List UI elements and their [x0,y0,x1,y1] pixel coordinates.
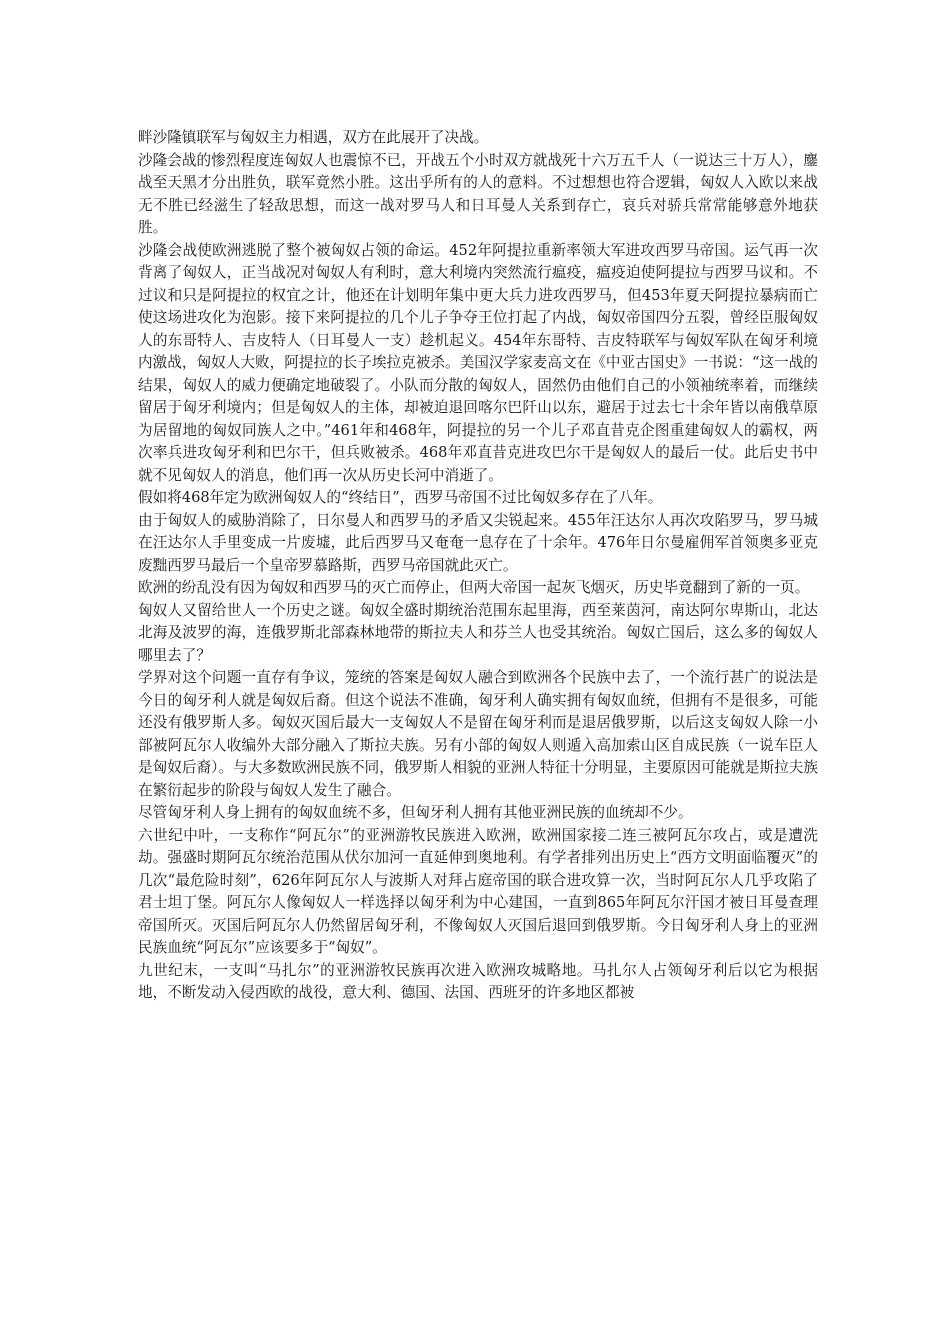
paragraph: 假如将468年定为欧洲匈奴人的“终结日”，西罗马帝国不过比匈奴多存在了八年。 [138,489,663,506]
paragraph: 沙隆会战的惨烈程度连匈奴人也震惊不已，开战五个小时双方就战死十六万五千人（一说达三十万人），鏖战至天黑才分出胜负，联军竟然小胜。这出乎所有的人的意料。不过想想也符合逻辑，匈奴人入欧以来战无不胜已经滋生了轻敌思想，而这一战对罗马人和日耳曼人关系到存亡，哀兵对骄兵常常能够意外地获胜。 [138,151,818,236]
paragraph: 九世纪末，一支叫“马扎尔”的亚洲游牧民族再次进入欧洲攻城略地。马扎尔人占领匈牙利后以它为根据地，不断发动入侵西欧的战役，意大利、德国、法国、西班牙的许多地区都被 [138,961,818,1001]
paragraph: 学界对这个问题一直存有争议，笼统的答案是匈奴人融合到欧洲各个民族中去了，一个流行甚广的说法是今日的匈牙利人就是匈奴后裔。但这个说法不准确，匈牙利人确实拥有匈奴血统，但拥有不是很多，可能还没有俄罗斯人多。匈奴灭国后最大一支匈奴人不是留在匈牙利而是退居俄罗斯，以后这支匈奴人除一小部被阿瓦尔人收编外大部分融入了斯拉夫族。另有小部的匈奴人则遁入高加索山区自成民族（一说车臣人是匈奴后裔）。与大多数欧洲民族不同，俄罗斯人相貌的亚洲人特征十分明显，主要原因可能就是斯拉夫族在繁衍起步的阶段与匈奴人发生了融合。 [138,669,818,799]
paragraph: 畔沙隆镇联军与匈奴主力相遇，双方在此展开了决战。 [138,129,489,146]
paragraph: 六世纪中叶，一支称作“阿瓦尔”的亚洲游牧民族进入欧洲，欧洲国家接二连三被阿瓦尔攻占，或是遭洗劫。强盛时期阿瓦尔统治范围从伏尔加河一直延伸到奥地利。有学者排列出历史上“西方文明面临覆灭”的几次“最危险时刻”，626年阿瓦尔人与波斯人对拜占庭帝国的联合进攻算一次，当时阿瓦尔人几乎攻陷了君士坦丁堡。阿瓦尔人像匈奴人一样选择以匈牙利为中心建国，一直到865年阿瓦尔汗国才被日耳曼查理帝国所灭。灭国后阿瓦尔人仍然留居匈牙利，不像匈奴人灭国后退回到俄罗斯。今日匈牙利人身上的亚洲民族血统“阿瓦尔”应该要多于“匈奴”。 [138,826,818,956]
paragraph: 沙隆会战使欧洲逃脱了整个被匈奴占领的命运。452年阿提拉重新率领大军进攻西罗马帝国。运气再一次背离了匈奴人，正当战况对匈奴人有利时，意大利境内突然流行瘟疫，瘟疫迫使阿提拉与西罗马议和。不过议和只是阿提拉的权宜之计，他还在计划明年集中更大兵力进攻西罗马，但453年夏天阿提拉暴病而亡使这场进攻化为泡影。接下来阿提拉的几个儿子争夺王位打起了内战，匈奴帝国四分五裂，曾经臣服匈奴人的东哥特人、吉皮特人（日耳曼人一支）趁机起义。454年东哥特、吉皮特联军与匈奴军队在匈牙利境内激战，匈奴人大败，阿提拉的长子埃拉克被杀。美国汉学家麦高文在《中亚古国史》一书说：“这一战的结果，匈奴人的威力便确定地破裂了。小队而分散的匈奴人，固然仍由他们自己的小领袖统率着，而继续留居于匈牙利境内；但是匈奴人的主体，却被迫退回喀尔巴阡山以东，避居于过去七十余年皆以南俄草原为居留地的匈奴同族人之中。”461年和468年，阿提拉的另一个儿子邓直昔克企图重建匈奴人的霸权，两次率兵进攻匈牙利和巴尔干，但兵败被杀。468年邓直昔克进攻巴尔干是匈奴人的最后一仗。此后史书中就不见匈奴人的消息，他们再一次从历史长河中消逝了。 [138,241,818,484]
paragraph: 欧洲的纷乱没有因为匈奴和西罗马的灭亡而停止，但两大帝国一起灰飞烟灭，历史毕竟翻到了新的一页。 [138,579,810,596]
paragraph: 匈奴人又留给世人一个历史之谜。匈奴全盛时期统治范围东起里海，西至莱茵河，南达阿尔卑斯山，北达北海及波罗的海，连俄罗斯北部森林地带的斯拉夫人和芬兰人也受其统治。匈奴亡国后，这么多的匈奴人哪里去了？ [138,601,818,664]
paragraph: 由于匈奴人的威胁消除了，日尔曼人和西罗马的矛盾又尖锐起来。455年汪达尔人再次攻陷罗马，罗马城在汪达尔人手里变成一片废墟，此后西罗马又奄奄一息存在了十余年。476年日尔曼雇佣军首领奥多亚克废黜西罗马最后一个皇帝罗慕路斯，西罗马帝国就此灭亡。 [138,511,818,574]
paragraph: 尽管匈牙利人身上拥有的匈奴血统不多，但匈牙利人拥有其他亚洲民族的血统却不少。 [138,804,693,821]
document-body [138,127,818,1005]
